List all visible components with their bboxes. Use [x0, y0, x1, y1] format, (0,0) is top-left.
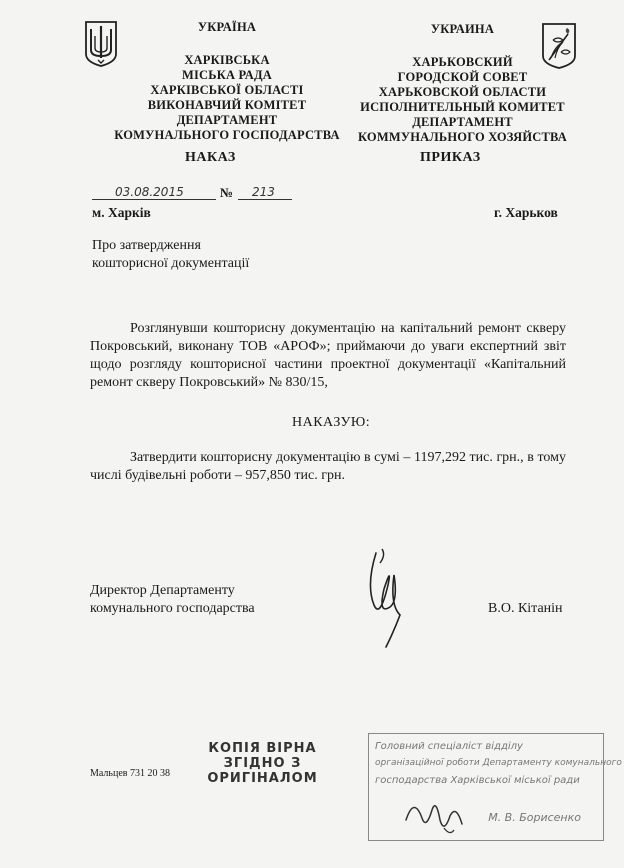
- org-line: КОММУНАЛЬНОГО ХОЗЯЙСТВА: [357, 130, 568, 144]
- org-line: ХАРКІВСЬКОЇ ОБЛАСТІ: [150, 83, 304, 97]
- subject: [92, 237, 352, 273]
- header-left: [92, 20, 362, 143]
- executor-info: Мальцев 731 20 38: [90, 768, 170, 779]
- org-line: КОМУНАЛЬНОГО ГОСПОДАРСТВА: [114, 128, 340, 142]
- seal-line: Головний спеціаліст відділу: [375, 741, 523, 752]
- doc-type-ru: ПРИКАЗ: [420, 150, 481, 165]
- copy-stamp-line: ЗГІДНО З: [223, 756, 302, 771]
- country-uk: УКРАЇНА: [197, 20, 257, 34]
- doc-date: 03.08.2015: [115, 185, 184, 199]
- city-uk: м. Харків: [92, 205, 151, 220]
- org-line: ИСПОЛНИТЕЛЬНЫЙ КОМИТЕТ: [360, 100, 565, 114]
- copy-stamp: [205, 741, 320, 786]
- org-line: ХАРЬКОВСКИЙ: [412, 55, 513, 69]
- subject-line: кошторисної документації: [92, 256, 250, 271]
- seal-name: М. В. Борисенко: [488, 811, 581, 824]
- body-paragraph: Розглянувши кошторисну документацію на капітальний ремонт скверу Покровський, виконану ТОВ «АРОФ»; приймаючи до уваги експертний звіт щодо розгляду кошторисної частини проектної документації «Капітальний ремонт скверу Покровський» № 830/15,: [90, 321, 566, 390]
- number-label: №: [220, 185, 234, 200]
- doc-number: 213: [252, 185, 275, 199]
- seal-line: організаційної роботи Департаменту комунального: [375, 758, 622, 768]
- org-line: ХАРЬКОВСКОЙ ОБЛАСТИ: [378, 85, 547, 99]
- handwritten-signature: [360, 545, 410, 650]
- order-word: НАКАЗУЮ:: [292, 415, 371, 430]
- decision-paragraph: Затвердити кошторисну документацію в сумі – 1197,292 тис. грн., в тому числі будівельні роботи – 957,850 тис. грн.: [90, 450, 566, 483]
- copy-stamp-line: КОПІЯ ВІРНА: [208, 741, 317, 756]
- seal-line: господарства Харківської міської ради: [375, 775, 580, 786]
- position-line: Директор Департаменту: [90, 583, 235, 598]
- signer-position: [90, 582, 350, 618]
- org-line: ГОРОДСКОЙ СОВЕТ: [397, 70, 528, 84]
- city-ru: г. Харьков: [494, 205, 558, 220]
- seal-signature: [400, 790, 470, 840]
- org-line: ДЕПАРТАМЕНТ: [176, 113, 278, 127]
- org-line: ВИКОНАВЧИЙ КОМІТЕТ: [147, 98, 307, 112]
- doc-type-uk: НАКАЗ: [185, 150, 236, 165]
- position-line: комунального господарства: [90, 601, 255, 616]
- org-line: ХАРКІВСЬКА: [184, 53, 270, 67]
- copy-stamp-line: ОРИГІНАЛОМ: [207, 771, 318, 786]
- country-ru: УКРАИНА: [430, 22, 495, 36]
- subject-line: Про затвердження: [92, 238, 201, 253]
- org-line: ДЕПАРТАМЕНТ: [412, 115, 513, 129]
- org-line: МІСЬКА РАДА: [181, 68, 273, 82]
- signer-name: В.О. Кітанін: [488, 601, 563, 616]
- header-right: [345, 22, 580, 145]
